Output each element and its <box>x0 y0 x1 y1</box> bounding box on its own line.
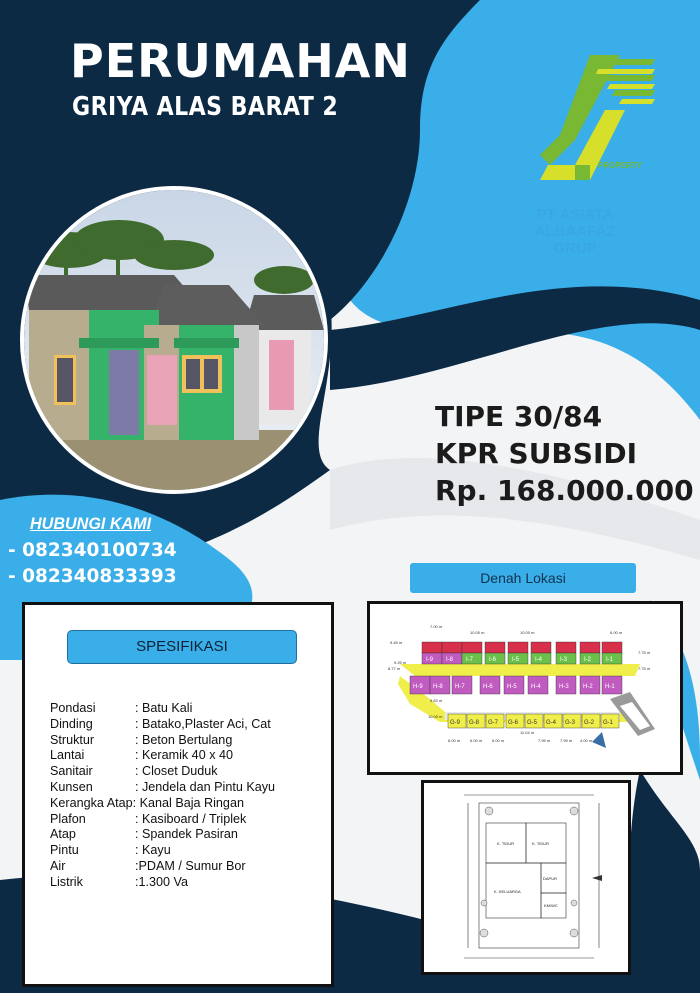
company-name <box>500 206 650 257</box>
site-lot-label: H-4 <box>531 684 541 690</box>
spec-item: Lantai : Keramik 40 x 40 <box>50 748 233 763</box>
site-lot-label: I-4 <box>535 657 543 663</box>
financing-scheme: KPR SUBSIDI <box>435 437 638 470</box>
spec-item: Dinding : Batako,Plaster Aci, Cat <box>50 716 271 731</box>
site-lot-label: I-6 <box>489 657 497 663</box>
floor-room-label: K. TIDUR <box>497 841 515 846</box>
site-lot-top <box>556 642 576 653</box>
site-dimension-label: 7.75 m <box>638 666 651 671</box>
site-dimension-label: 7.75 m <box>638 650 651 655</box>
site-lot-label: G-6 <box>508 720 519 726</box>
site-dimension-label: 4.00 m <box>580 738 593 743</box>
site-lot-label: I-5 <box>512 657 520 663</box>
site-lot-label: I-3 <box>560 657 568 663</box>
spec-item: Atap : Spandek Pasiran <box>50 827 238 842</box>
site-dimension-label: 6.00 m <box>610 630 623 635</box>
site-dimension-label: 6.00 m <box>470 738 483 743</box>
site-dimension-label: 7.00 m <box>430 624 443 629</box>
spec-item: Plafon : Kasiboard / Triplek <box>50 811 247 826</box>
site-lot-top <box>462 642 482 653</box>
site-lot-label: G-7 <box>488 720 499 726</box>
house-price: Rp. 168.000.000 <box>435 474 694 507</box>
site-lot-top <box>531 642 551 653</box>
site-lot-top <box>508 642 528 653</box>
floor-room-label: KM/WC <box>544 903 558 908</box>
spec-item: Listrik :1.300 Va <box>50 874 188 889</box>
phone-number-1: - 082340100734 <box>8 540 177 561</box>
site-lot-top <box>602 642 622 653</box>
site-dimension-label: 6.00 m <box>448 738 461 743</box>
site-lot-label: G-3 <box>565 720 576 726</box>
spec-item: Kerangka Atap: Kanal Baja Ringan <box>50 795 244 810</box>
site-lot-label: H-2 <box>583 684 593 690</box>
site-lot-label: I-1 <box>606 657 614 663</box>
site-lot-top <box>580 642 600 653</box>
site-lot-label: H-7 <box>455 684 465 690</box>
floor-plan <box>421 780 631 975</box>
site-plan <box>367 601 683 775</box>
site-lot-top <box>485 642 505 653</box>
floor-room-label: K. TIDUR <box>532 841 550 846</box>
site-lot-label: H-9 <box>413 684 423 690</box>
spec-item: Sanitair : Closet Duduk <box>50 764 218 779</box>
site-lot-label: I-8 <box>446 657 454 663</box>
site-dimension-label: 8.77 m <box>388 666 401 671</box>
site-lot-label: G-2 <box>584 720 595 726</box>
spec-item: Kunsen : Jendela dan Pintu Kayu <box>50 779 276 794</box>
site-lot-label: I-7 <box>466 657 474 663</box>
site-lot-label: H-3 <box>559 684 569 690</box>
site-lot-top <box>422 642 442 653</box>
spec-item: Air :PDAM / Sumur Bor <box>50 858 246 873</box>
site-dimension-label: 6.00 m <box>492 738 505 743</box>
site-dimension-label: 10.00 m <box>520 630 535 635</box>
site-dimension-label: 9.25 m <box>394 660 407 665</box>
site-lot-label: H-8 <box>433 684 443 690</box>
specifications-panel <box>22 602 334 987</box>
spec-item: Struktur : Beton Bertulang <box>50 732 233 747</box>
logo-property-text: PROPERTY <box>598 161 643 170</box>
site-dimension-label: 9.63 m <box>430 698 443 703</box>
site-lot-label: G-8 <box>469 720 480 726</box>
site-lot-label: H-6 <box>483 684 493 690</box>
site-lot-label: G-4 <box>546 720 557 726</box>
site-lot-label: G-5 <box>527 720 538 726</box>
site-lot-label: I-9 <box>426 657 434 663</box>
spec-item: Pondasi : Batu Kali <box>50 701 193 715</box>
house-photo <box>20 186 328 494</box>
company-line-1: PT ASIATA ALBAAFAZ <box>534 206 616 240</box>
floor-room-label: DAPUR <box>543 876 558 881</box>
site-dimension-label: 7.99 m <box>538 738 551 743</box>
specifications-title: SPESIFIKASI <box>67 630 297 664</box>
company-logo <box>530 55 660 200</box>
site-dimension-label: 7.99 m <box>560 738 573 743</box>
site-lot-label: G-9 <box>450 720 461 726</box>
location-map-label: Denah Lokasi <box>410 563 636 593</box>
page-title: PERUMAHAN <box>70 34 411 88</box>
site-dimension-label: 9.45 m <box>390 640 403 645</box>
floor-room-label: K. KELUARGA <box>494 889 521 894</box>
offer-info <box>435 398 694 509</box>
site-dimension-label: 10.00 m <box>428 714 443 719</box>
specifications-list <box>50 701 275 891</box>
site-lot-top <box>442 642 462 653</box>
company-line-2: GRUP <box>553 240 597 257</box>
site-lot-label: I-2 <box>584 657 592 663</box>
site-dimension-label: 10.00 m <box>470 630 485 635</box>
contact-heading: HUBUNGI KAMI <box>30 514 152 533</box>
site-lot-label: H-5 <box>507 684 517 690</box>
site-lot-label: G-1 <box>603 720 614 726</box>
site-dimension-label: 11.04 m <box>520 730 535 735</box>
house-type: TIPE 30/84 <box>435 400 603 433</box>
site-lot-label: H-1 <box>605 684 615 690</box>
page-subtitle: GRIYA ALAS BARAT 2 <box>72 92 339 122</box>
phone-number-2: - 082340833393 <box>8 566 177 587</box>
spec-item: Pintu : Kayu <box>50 843 171 858</box>
